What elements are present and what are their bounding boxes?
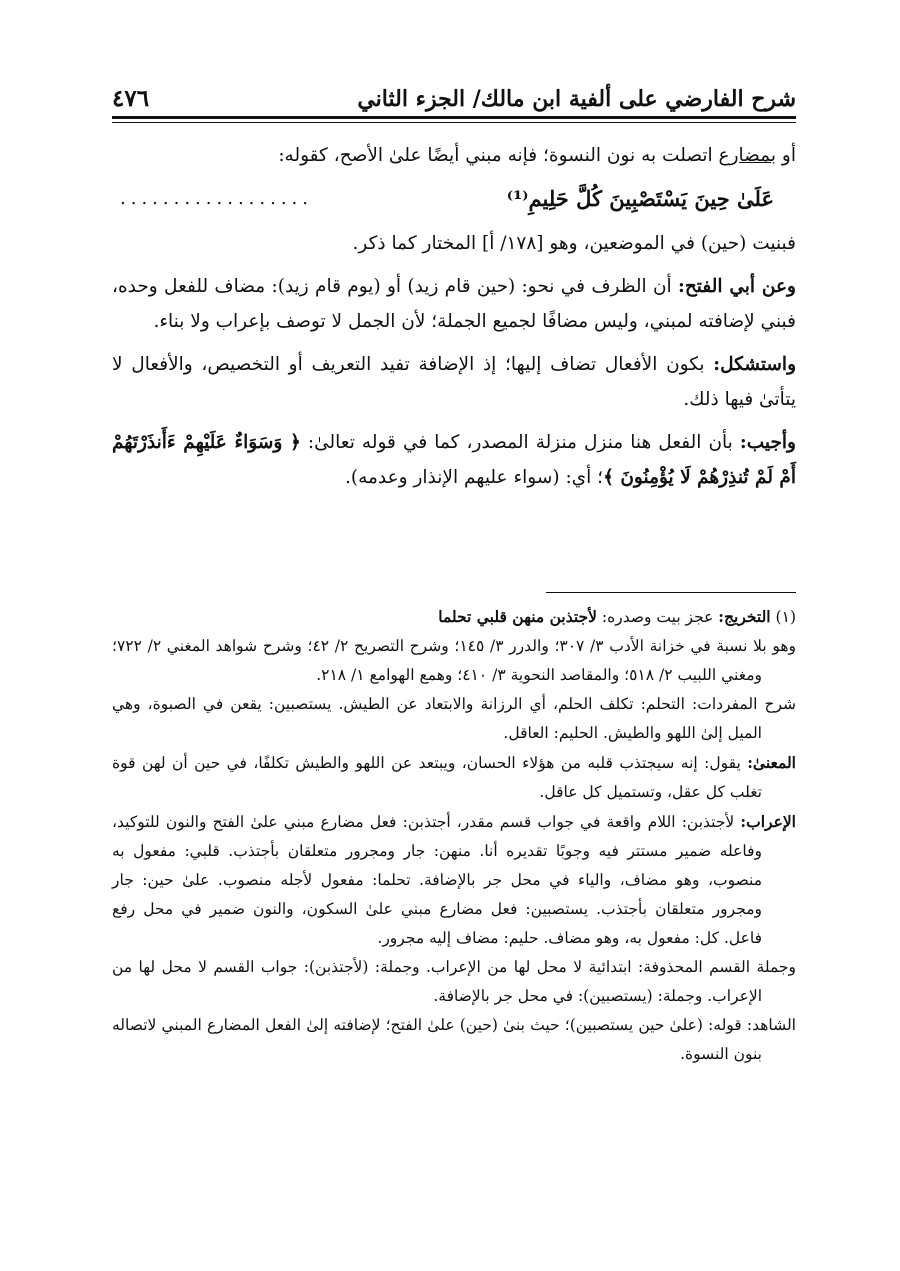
paragraph-3-text: أن الظرف في نحو: (حين قام زيد) أو (يوم قام زيد): مضاف للفعل وحده، فبني لإضافته لمبني، وليس مضافًا لجميع الجملة؛ لأن الجمل لا توصف بإعراب ولا بناء.	[112, 276, 796, 332]
footnote-irab	[112, 807, 796, 953]
footnote-number: (١)	[775, 608, 796, 626]
footnote-separator	[546, 592, 796, 593]
page-header	[112, 72, 796, 112]
footnote-text: عجز بيت وصدره:	[596, 608, 719, 626]
irab-label: الإعراب:	[740, 812, 796, 831]
footnote-label: التخريج:	[718, 607, 771, 626]
footnote-sentences: وجملة القسم المحذوفة: ابتدائية لا محل لها من الإعراب. وجملة: (لأجتذبن): جواب القسم لا محل لها من الإعراب. وجملة: (يستصبين): في محل جر بالإضافة.	[112, 958, 796, 1005]
underlined-term: بمضارع	[718, 145, 777, 166]
irab-text: لأجتذبن: اللام واقعة في جواب قسم مقدر، أجتذبن: فعل مضارع مبني علىٰ الفتح والنون للتوكيد، وفاعله ضمير مستتر فيه وجوبًا تقديره أنا. منهن: جار ومجرور متعلقان بأجتذب. قلبي: مفعول به منصوب، وهو مضاف، والياء في محل جر بالإضافة. تحلما: مفعول لأجله منصوب. علىٰ حين: جار ومجرور متعلقان بأجتذب. يستصبين: فعل مضارع مبني علىٰ السكون، والنون ضمير في محل رفع فاعل. كل: مفعول به، وهو مضاف. حليم: مضاف إليه مجرور.	[112, 813, 762, 947]
quran-quote: ﴿ وَسَوَاءٌ عَلَيْهِمْ ءَأَنذَرْتَهُمْ أَمْ لَمْ تُنذِرْهُمْ لَا يُؤْمِنُونَ ﴾	[112, 432, 796, 488]
poetry-verse	[112, 181, 796, 216]
footnotes	[112, 602, 796, 1069]
footnote-evidence: الشاهد: قوله: (علىٰ حين يستصبين)؛ حيث بنىٰ (حين) علىٰ الفتح؛ لإضافته إلىٰ الفعل المضارع المبني لاتصاله بنون النسوة.	[112, 1016, 796, 1063]
page-number: ٤٧٦	[112, 85, 150, 112]
footnote-1	[112, 602, 796, 632]
header-rule-thin	[112, 122, 796, 123]
paragraph-1-rest: اتصلت به نون النسوة؛ فإنه مبني أيضًا علىٰ الأصح، كقوله:	[278, 145, 719, 166]
paragraph-1	[112, 138, 796, 173]
paragraph-5-tail: ؛ أي: (سواء عليهم الإنذار وعدمه).	[344, 467, 604, 488]
main-text	[112, 138, 796, 503]
paragraph-3	[112, 269, 796, 339]
verse-hemistich: عَلَىٰ حِينَ يَسْتَصْبِينَ كُلَّ حَلِيمِ⁽¹⁾	[506, 186, 774, 211]
running-title: شرح الفارضي على ألفية ابن مالك/ الجزء الثاني	[357, 86, 796, 112]
paragraph-5-text: بأن الفعل هنا منزل منزلة المصدر، كما في قوله تعالىٰ:	[300, 432, 740, 453]
paragraph-4-lead: واستشكل:	[713, 354, 796, 375]
paragraph-3-lead: وعن أبي الفتح:	[678, 276, 796, 297]
verse-dots: ..................	[120, 188, 313, 209]
meaning-label: المعنىٰ:	[747, 753, 796, 772]
footnote-verse: لأجتذبن منهن قلبي تحلما	[438, 607, 597, 626]
paragraph-1-start: أو	[776, 145, 796, 166]
paragraph-5-lead: وأجيب:	[739, 432, 796, 453]
paragraph-2: فبنيت (حين) في الموضعين، وهو [١٧٨/ أ] المختار كما ذكر.	[352, 233, 796, 254]
paragraph-5	[112, 425, 796, 495]
footnote-vocabulary: شرح المفردات: التحلم: تكلف الحلم، أي الرزانة والابتعاد عن الطيش. يستصبين: يقعن في الصبوة، وهي الميل إلىٰ اللهو والطيش. الحليم: العاقل.	[112, 695, 796, 742]
paragraph-4	[112, 347, 796, 417]
footnote-meaning	[112, 748, 796, 807]
header-rule-thick	[112, 116, 796, 119]
meaning-text: يقول: إنه سيجتذب قلبه من هؤلاء الحسان، ويبتعد عن اللهو والطيش تكلفًا، في حين أن لهن قوة تغلب كل عقل، وتستميل كل عاقل.	[112, 754, 762, 801]
footnote-sources: وهو بلا نسبة في خزانة الأدب ٣/ ٣٠٧؛ والدرر ٣/ ١٤٥؛ وشرح التصريح ٢/ ٤٢؛ وشرح شواهد المغني ٢/ ٧٢٢؛ ومغني اللبيب ٢/ ٥١٨؛ والمقاصد النحوية ٣/ ٤١٠؛ وهمع الهوامع ١/ ٢١٨.	[112, 637, 796, 684]
paragraph-4-text: بكون الأفعال تضاف إليها؛ إذ الإضافة تفيد التعريف أو التخصيص، والأفعال لا يتأتىٰ فيها ذلك.	[112, 354, 796, 410]
